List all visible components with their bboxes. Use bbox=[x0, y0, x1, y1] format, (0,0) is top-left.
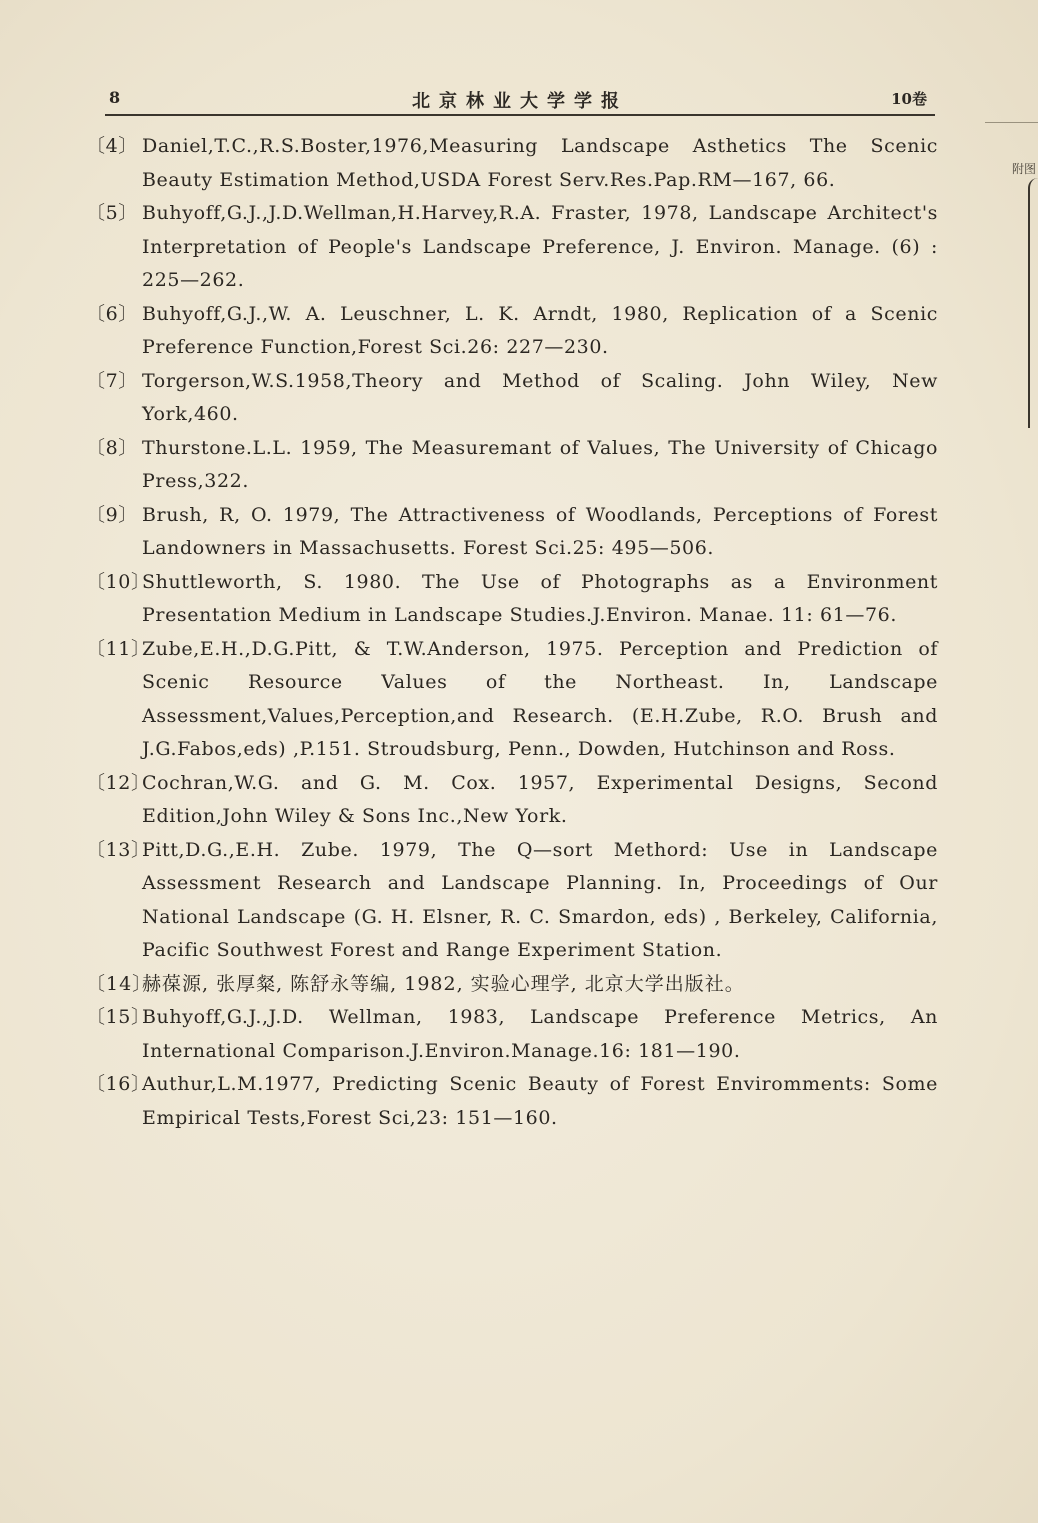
reference-number: 〔14〕 bbox=[86, 972, 153, 995]
reference-number: 〔11〕 bbox=[86, 637, 151, 660]
reference-text: Brush, R, O. 1979, The Attractiveness of Woodlands, Perceptions of Forest Landowners in Massachusetts. Forest Sci.25: 495—506. bbox=[142, 503, 938, 559]
reference-item bbox=[86, 432, 938, 499]
reference-item bbox=[86, 130, 938, 197]
reference-text: Authur,L.M.1977, Predicting Scenic Beauty of Forest Enviromments: Some Empirical Tests,Forest Sci,23: 151—160. bbox=[142, 1073, 938, 1129]
reference-text: Cochran,W.G. and G. M. Cox. 1957, Experimental Designs, Second Edition,John Wiley & Sons Inc.,New York. bbox=[142, 771, 938, 827]
reference-number: 〔16〕 bbox=[86, 1073, 151, 1095]
reference-item bbox=[86, 968, 938, 1002]
adjacent-page-text: 附图 bbox=[1012, 162, 1037, 176]
reference-item bbox=[86, 298, 938, 365]
reference-text: Buhyoff,G.J.,W. A. Leuschner, L. K. Arndt, 1980, Replication of a Scenic Preference Function,Forest Sci.26: 227—230. bbox=[142, 302, 938, 358]
volume-label: 10卷 bbox=[891, 90, 927, 108]
journal-title: 北京林业大学学报 bbox=[412, 91, 628, 112]
reference-number: 〔10〕 bbox=[86, 570, 151, 593]
reference-list bbox=[86, 130, 938, 1135]
reference-item bbox=[86, 1068, 938, 1135]
reference-item bbox=[86, 1001, 938, 1068]
reference-item bbox=[86, 197, 938, 298]
reference-number: 〔6〕 bbox=[86, 302, 138, 325]
reference-number: 〔4〕 bbox=[86, 135, 138, 157]
reference-text: Torgerson,W.S.1958,Theory and Method of Scaling. John Wiley, New York,460. bbox=[142, 369, 938, 425]
reference-item bbox=[86, 633, 938, 767]
reference-number: 〔7〕 bbox=[86, 369, 138, 392]
reference-number: 〔5〕 bbox=[86, 202, 138, 224]
reference-number: 〔13〕 bbox=[86, 838, 151, 861]
reference-item bbox=[86, 834, 938, 968]
reference-item bbox=[86, 767, 938, 834]
reference-number: 〔9〕 bbox=[86, 503, 138, 526]
reference-item bbox=[86, 365, 938, 432]
reference-text: Shuttleworth, S. 1980. The Use of Photographs as a Environment Presentation Medium in Landscape Studies.J.Environ. Manae. 11: 61—76. bbox=[142, 570, 938, 626]
running-header bbox=[105, 84, 935, 116]
adjacent-page-rule bbox=[985, 122, 1038, 123]
page-number: 8 bbox=[109, 88, 121, 107]
reference-item bbox=[86, 566, 938, 633]
reference-text: Zube,E.H.,D.G.Pitt, & T.W.Anderson, 1975. Perception and Prediction of Scenic Resource Values of the Northeast. In, Landscape Assessment,Values,Perception,and Research. (E.H.Zube, R.O. Brush and J.G.Fabos,eds) ,P.151. Stroudsburg, Penn., Dowden, Hutchinson and Ross. bbox=[142, 637, 938, 760]
reference-text: Buhyoff,G.J.,J.D.Wellman,H.Harvey,R.A. Fraster, 1978, Landscape Architect's Interpretation of People's Landscape Preference, J. Environ. Manage. (6) : 225—262. bbox=[142, 202, 938, 291]
reference-text: Thurstone.L.L. 1959, The Measuremant of Values, The University of Chicago Press,322. bbox=[142, 436, 938, 492]
reference-text: 赫葆源, 张厚粲, 陈舒永等编, 1982, 实验心理学, 北京大学出版社。 bbox=[142, 972, 745, 995]
adjacent-page-bracket bbox=[1028, 178, 1038, 428]
reference-text: Pitt,D.G.,E.H. Zube. 1979, The Q—sort Methord: Use in Landscape Assessment Research and Landscape Planning. In, Proceedings of Our National Landscape (G. H. Elsner, R. C. Smardon, eds) , Berkeley, California, Pacific Southwest Forest and Range Experiment Station. bbox=[142, 838, 938, 961]
reference-text: Buhyoff,G.J.,J.D. Wellman, 1983, Landscape Preference Metrics, An International Comparison.J.Environ.Manage.16: 181—190. bbox=[142, 1006, 938, 1062]
reference-number: 〔15〕 bbox=[86, 1006, 151, 1028]
reference-number: 〔8〕 bbox=[86, 436, 138, 459]
reference-item bbox=[86, 499, 938, 566]
reference-number: 〔12〕 bbox=[86, 771, 151, 794]
reference-text: Daniel,T.C.,R.S.Boster,1976,Measuring Landscape Asthetics The Scenic Beauty Estimation Method,USDA Forest Serv.Res.Pap.RM—167, 66. bbox=[142, 135, 938, 191]
